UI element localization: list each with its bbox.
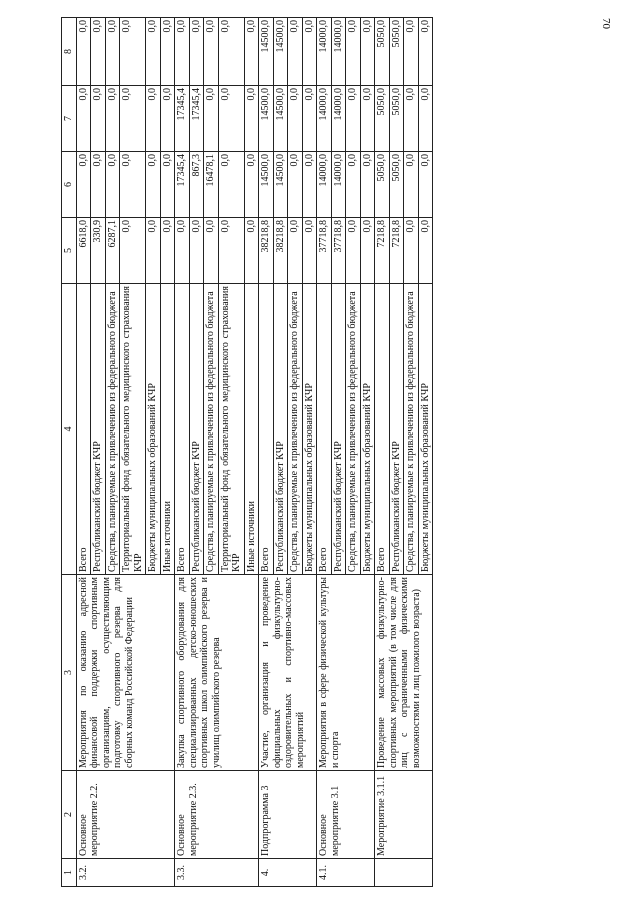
amount-cell: 5050,0	[389, 152, 404, 218]
amount-cell: 0,0	[91, 18, 106, 86]
amount-cell: 0,0	[346, 18, 361, 86]
amount-cell: 14000,0	[317, 152, 332, 218]
amount-cell: 5050,0	[389, 18, 404, 86]
amount-cell: 0,0	[120, 18, 146, 86]
funding-source: Всего	[175, 284, 190, 575]
program-description: Закупка спортивного оборудования для специализированных детско-юношеских спортивных школ олимпийского резерва и училищ олимпийского резерва	[175, 575, 259, 771]
amount-cell: 0,0	[404, 18, 419, 86]
funding-source: Территориальный фонд обязательного медицинского страхования КЧР	[120, 284, 146, 575]
amount-cell: 14000,0	[331, 152, 346, 218]
funding-source: Средства, планируемые к привлечению из федерального бюджета	[105, 284, 120, 575]
amount-cell: 0,0	[120, 86, 146, 152]
amount-cell: 0,0	[418, 218, 433, 284]
amount-cell: 5050,0	[389, 86, 404, 152]
funding-source: Республиканский бюджет КЧР	[389, 284, 404, 575]
amount-cell: 14000,0	[331, 86, 346, 152]
program-description: Участие, организация и проведение официальных физкультурно-оздоровительных и спортивно-массовых мероприятий	[259, 575, 317, 771]
column-header: 2	[62, 771, 77, 859]
amount-cell: 0,0	[160, 18, 175, 86]
funding-source: Средства, планируемые к привлечению из федерального бюджета	[204, 284, 219, 575]
amount-cell: 0,0	[76, 152, 91, 218]
amount-cell: 0,0	[404, 152, 419, 218]
amount-cell: 0,0	[146, 18, 161, 86]
program-description: Мероприятия в сфере физической культуры и спорта	[317, 575, 375, 771]
column-header: 1	[62, 859, 77, 887]
amount-cell: 0,0	[146, 86, 161, 152]
amount-cell: 0,0	[218, 152, 244, 218]
funding-source: Республиканский бюджет КЧР	[91, 284, 106, 575]
table-body	[76, 18, 433, 887]
amount-cell: 0,0	[346, 218, 361, 284]
amount-cell: 14000,0	[317, 18, 332, 86]
amount-cell: 0,0	[204, 18, 219, 86]
funding-table	[61, 17, 433, 887]
program-description: Проведение массовых физкультурно-спортивных мероприятий (в том числе для лиц с ограниченными физическими возможностями и лиц пожилого возраста)	[375, 575, 433, 771]
amount-cell: 0,0	[91, 86, 106, 152]
program-name: Мероприятие 3.1.1	[375, 771, 433, 859]
row-number: 3.3.	[175, 859, 259, 887]
amount-cell: 16478,1	[204, 152, 219, 218]
amount-cell: 0,0	[76, 18, 91, 86]
amount-cell: 14500,0	[273, 86, 288, 152]
program-description: Мероприятия по оказанию адресной финансовой поддержки спортивным организациям, осуществляющим подготовку спортивного резерва для сборных команд Российской Федерации	[76, 575, 175, 771]
column-header: 6	[62, 152, 77, 218]
amount-cell: 0,0	[302, 86, 317, 152]
funding-source: Бюджеты муниципальных образований КЧР	[146, 284, 161, 575]
funding-source: Всего	[259, 284, 274, 575]
funding-source: Средства, планируемые к привлечению из федерального бюджета	[288, 284, 303, 575]
amount-cell: 5050,0	[375, 18, 390, 86]
amount-cell: 0,0	[346, 86, 361, 152]
amount-cell: 0,0	[160, 86, 175, 152]
amount-cell: 14500,0	[259, 152, 274, 218]
amount-cell: 0,0	[120, 218, 146, 284]
amount-cell: 0,0	[288, 18, 303, 86]
row-number: 4.	[259, 859, 317, 887]
amount-cell: 0,0	[302, 152, 317, 218]
amount-cell: 0,0	[244, 152, 259, 218]
column-header: 5	[62, 218, 77, 284]
amount-cell: 0,0	[218, 218, 244, 284]
rotated-sheet	[61, 18, 601, 887]
page-number: 70	[600, 18, 612, 29]
funding-source: Средства, планируемые к привлечению из федерального бюджета	[404, 284, 419, 575]
amount-cell: 0,0	[175, 18, 190, 86]
amount-cell: 14500,0	[273, 152, 288, 218]
amount-cell: 6287,1	[105, 218, 120, 284]
funding-source: Территориальный фонд обязательного медицинского страхования КЧР	[218, 284, 244, 575]
funding-source: Средства, планируемые к привлечению из федерального бюджета	[346, 284, 361, 575]
amount-cell: 0,0	[105, 18, 120, 86]
amount-cell: 0,0	[418, 18, 433, 86]
program-name: Основное мероприятие 3.1	[317, 771, 375, 859]
amount-cell: 0,0	[288, 218, 303, 284]
amount-cell: 0,0	[146, 218, 161, 284]
amount-cell: 5050,0	[375, 86, 390, 152]
funding-source: Всего	[76, 284, 91, 575]
amount-cell: 38218,8	[273, 218, 288, 284]
amount-cell: 0,0	[204, 86, 219, 152]
amount-cell: 37718,8	[331, 218, 346, 284]
funding-source: Всего	[317, 284, 332, 575]
amount-cell: 5050,0	[375, 152, 390, 218]
amount-cell: 14500,0	[273, 18, 288, 86]
amount-cell: 0,0	[175, 218, 190, 284]
funding-source: Республиканский бюджет КЧР	[331, 284, 346, 575]
amount-cell: 0,0	[302, 218, 317, 284]
amount-cell: 14000,0	[331, 18, 346, 86]
program-name: Основное мероприятие 2.3.	[175, 771, 259, 859]
table-row	[259, 18, 274, 887]
amount-cell: 17345,4	[189, 86, 204, 152]
table-row	[317, 18, 332, 887]
amount-cell: 0,0	[204, 218, 219, 284]
row-number: 4.1.	[317, 859, 375, 887]
table-row	[76, 18, 91, 887]
amount-cell: 0,0	[404, 218, 419, 284]
amount-cell: 0,0	[302, 18, 317, 86]
amount-cell: 0,0	[360, 218, 375, 284]
amount-cell: 0,0	[189, 218, 204, 284]
amount-cell: 0,0	[244, 218, 259, 284]
funding-source: Бюджеты муниципальных образований КЧР	[418, 284, 433, 575]
amount-cell: 0,0	[120, 152, 146, 218]
amount-cell: 0,0	[346, 152, 361, 218]
header-row	[62, 18, 77, 887]
amount-cell: 0,0	[288, 152, 303, 218]
amount-cell: 7218,8	[389, 218, 404, 284]
funding-source: Бюджеты муниципальных образований КЧР	[360, 284, 375, 575]
amount-cell: 0,0	[244, 86, 259, 152]
amount-cell: 867,3	[189, 152, 204, 218]
amount-cell: 0,0	[418, 152, 433, 218]
amount-cell: 0,0	[105, 152, 120, 218]
amount-cell: 0,0	[244, 18, 259, 86]
amount-cell: 17345,4	[175, 152, 190, 218]
amount-cell: 0,0	[218, 18, 244, 86]
amount-cell: 0,0	[360, 86, 375, 152]
amount-cell: 14000,0	[317, 86, 332, 152]
amount-cell: 38218,8	[259, 218, 274, 284]
row-number: 3.2.	[76, 859, 175, 887]
amount-cell: 0,0	[146, 152, 161, 218]
amount-cell: 330,9	[91, 218, 106, 284]
amount-cell: 0,0	[105, 86, 120, 152]
amount-cell: 0,0	[160, 218, 175, 284]
amount-cell: 0,0	[76, 86, 91, 152]
amount-cell: 0,0	[218, 86, 244, 152]
funding-source: Всего	[375, 284, 390, 575]
amount-cell: 17345,4	[175, 86, 190, 152]
amount-cell: 14500,0	[259, 86, 274, 152]
amount-cell: 0,0	[288, 86, 303, 152]
amount-cell: 0,0	[91, 152, 106, 218]
program-name: Основное мероприятие 2.2.	[76, 771, 175, 859]
amount-cell: 0,0	[418, 86, 433, 152]
funding-source: Республиканский бюджет КЧР	[273, 284, 288, 575]
column-header: 4	[62, 284, 77, 575]
amount-cell: 0,0	[160, 152, 175, 218]
funding-source: Иные источники	[244, 284, 259, 575]
column-header: 3	[62, 575, 77, 771]
amount-cell: 0,0	[360, 18, 375, 86]
amount-cell: 0,0	[360, 152, 375, 218]
column-header: 8	[62, 18, 77, 86]
amount-cell: 0,0	[189, 18, 204, 86]
column-header: 7	[62, 86, 77, 152]
funding-source: Республиканский бюджет КЧР	[189, 284, 204, 575]
amount-cell: 14500,0	[259, 18, 274, 86]
funding-source: Иные источники	[160, 284, 175, 575]
amount-cell: 7218,8	[375, 218, 390, 284]
table-row	[175, 18, 190, 887]
amount-cell: 6618,0	[76, 218, 91, 284]
row-number	[375, 859, 433, 887]
funding-source: Бюджеты муниципальных образований КЧР	[302, 284, 317, 575]
program-name: Подпрограмма 3	[259, 771, 317, 859]
table-row	[375, 18, 390, 887]
amount-cell: 0,0	[404, 86, 419, 152]
amount-cell: 37718,8	[317, 218, 332, 284]
